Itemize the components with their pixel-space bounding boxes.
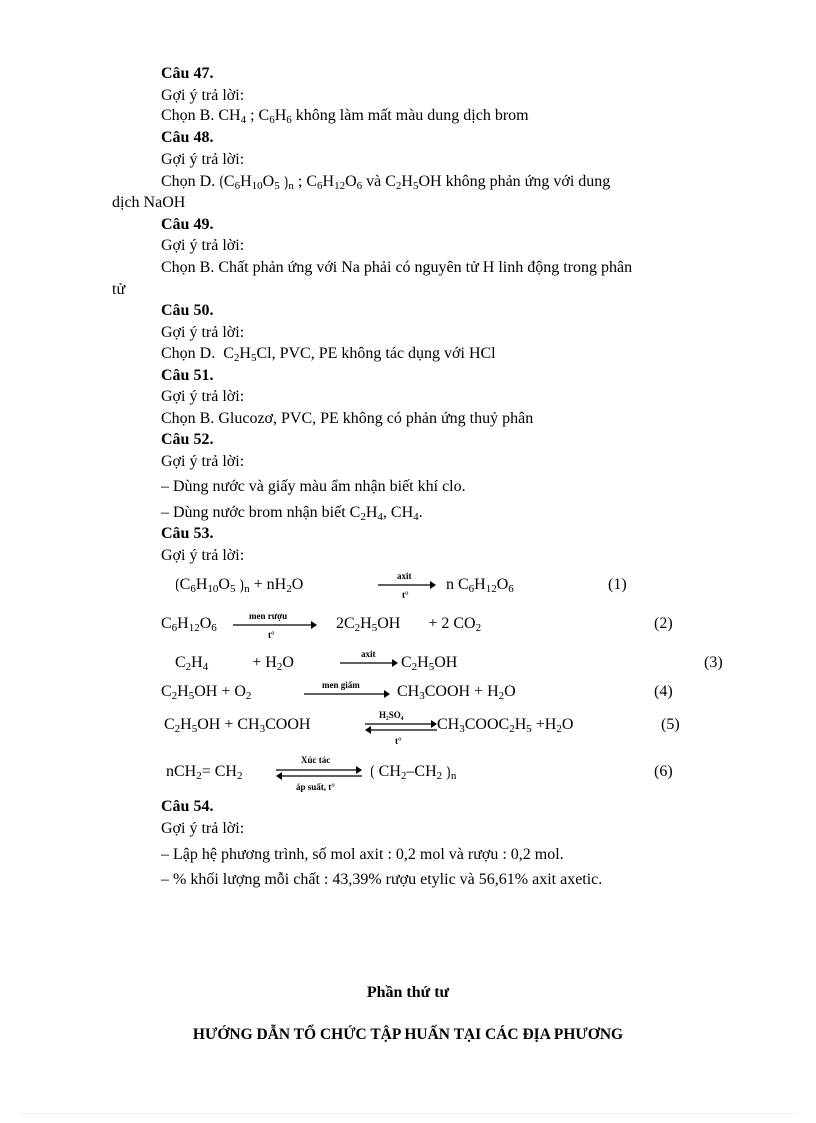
- section-part-label: Phần thứ tư: [366, 984, 450, 1001]
- reaction-4-condition: men giấm: [322, 680, 360, 690]
- reaction-6-condition: Xúc tác: [301, 755, 331, 765]
- reaction-2-temperature: t°: [268, 630, 275, 640]
- hint-label: Gợi ý trả lời:: [161, 388, 245, 405]
- hint-label: Gợi ý trả lời:: [161, 237, 245, 254]
- reaction-number: (2): [654, 615, 673, 632]
- reaction-2-condition: men rượu: [249, 611, 288, 621]
- reaction-arrow: [378, 580, 436, 590]
- answer-line: – % khối lượng mỗi chất : 43,39% rượu etylic và 56,61% axit axetic.: [161, 871, 603, 888]
- answer-line: Chọn D. $⟮C_6H_{10}O_5$ $⟯_n$ ; $C_6H_{12}O_6$ và $C_2H_5OH$ không phản ứng với dung: [161, 173, 611, 192]
- reaction-5-lhs: $C_2H_5OH$ + $CH_3COOH$: [164, 716, 311, 735]
- answer-line: – Dùng nước brom nhận biết $C_2H_4$, $CH_4$.: [161, 504, 423, 523]
- reaction-1-lhs: $⟮C_6H_{10}O_5$ $⟯_n + nH_2O$: [175, 576, 304, 595]
- question-heading: Câu 52.: [161, 431, 214, 448]
- reaction-4-rhs: $CH_3COOH + H_2O$: [397, 683, 516, 702]
- reaction-3-lhs: $C_2H_4$ + $H_2O$: [175, 654, 294, 673]
- reaction-number: (6): [654, 763, 673, 780]
- answer-line: Chọn B. $CH_4$ ; $C_6H_6$ không làm mất màu dung dịch brom: [161, 107, 529, 126]
- reaction-number: (5): [661, 716, 680, 733]
- hint-label: Gợi ý trả lời:: [161, 324, 245, 341]
- reaction-arrow: [304, 689, 390, 699]
- reaction-5-rhs: $CH_3COOC_2H_5 +H_2O$: [437, 716, 574, 735]
- reaction-1-temperature: t°: [402, 590, 409, 600]
- reaction-2-lhs: $C_6H_{12}O_6$: [161, 615, 217, 634]
- question-heading: Câu 51.: [161, 367, 214, 384]
- reaction-6-pressure-temperature: áp suất, t°: [296, 782, 335, 792]
- answer-line: Chọn D. $C_2H_5Cl$, PVC, PE không tác dụng với HCl: [161, 345, 496, 364]
- answer-line: Chọn B. Glucozơ, PVC, PE không có phản ứng thuỷ phân: [161, 410, 534, 427]
- hint-label: Gợi ý trả lời:: [161, 547, 245, 564]
- answer-line-continued: dịch NaOH: [112, 194, 186, 211]
- reaction-number: (4): [654, 683, 673, 700]
- reaction-arrow: [340, 658, 398, 668]
- reaction-1-condition: axit: [397, 571, 412, 581]
- answer-line: Chọn B. Chất phản ứng với Na phải có nguyên tử H linh động trong phân: [161, 259, 633, 276]
- question-heading: Câu 49.: [161, 216, 214, 233]
- section-title: HƯỚNG DẪN TỔ CHỨC TẬP HUẤN TẠI CÁC ĐỊA PHƯƠNG: [192, 1026, 624, 1043]
- reaction-5-condition: H₂SO₄: [379, 710, 404, 720]
- question-heading: Câu 48.: [161, 129, 214, 146]
- reaction-arrow: [233, 620, 317, 630]
- reaction-1-rhs: n $C_6H_{12}O_6$: [446, 576, 514, 595]
- reaction-equilibrium-arrow: [365, 720, 437, 734]
- hint-label: Gợi ý trả lời:: [161, 453, 245, 470]
- reaction-number: (3): [704, 654, 723, 671]
- reaction-number: (1): [608, 576, 627, 593]
- hint-label: Gợi ý trả lời:: [161, 151, 245, 168]
- question-heading: Câu 53.: [161, 525, 214, 542]
- reaction-3-rhs: $C_2H_5OH$: [401, 654, 458, 673]
- question-heading: Câu 54.: [161, 798, 214, 815]
- page-bottom-rule: [20, 1113, 796, 1114]
- hint-label: Gợi ý trả lời:: [161, 820, 245, 837]
- reaction-3-condition: axit: [361, 649, 376, 659]
- reaction-5-temperature: t°: [395, 736, 402, 746]
- answer-line: – Dùng nước và giấy màu ẩm nhận biết khí clo.: [161, 478, 466, 495]
- reaction-equilibrium-arrow: [276, 766, 362, 780]
- reaction-6-lhs: $nCH_2= CH_2$: [166, 763, 243, 782]
- answer-line-continued: tử: [112, 281, 126, 298]
- answer-line: – Lập hệ phương trình, số mol axit : 0,2 mol và rượu : 0,2 mol.: [161, 846, 564, 863]
- question-heading: Câu 47.: [161, 65, 214, 82]
- reaction-6-rhs: ⟮ $CH_2-CH_2$ $⟯_n$: [370, 763, 457, 782]
- reaction-2-rhs: $2C_2H_5OH$ + 2 $CO_2$: [336, 615, 482, 634]
- hint-label: Gợi ý trả lời:: [161, 87, 245, 104]
- question-heading: Câu 50.: [161, 302, 214, 319]
- reaction-4-lhs: $C_2H_5OH + O_2$: [161, 683, 252, 702]
